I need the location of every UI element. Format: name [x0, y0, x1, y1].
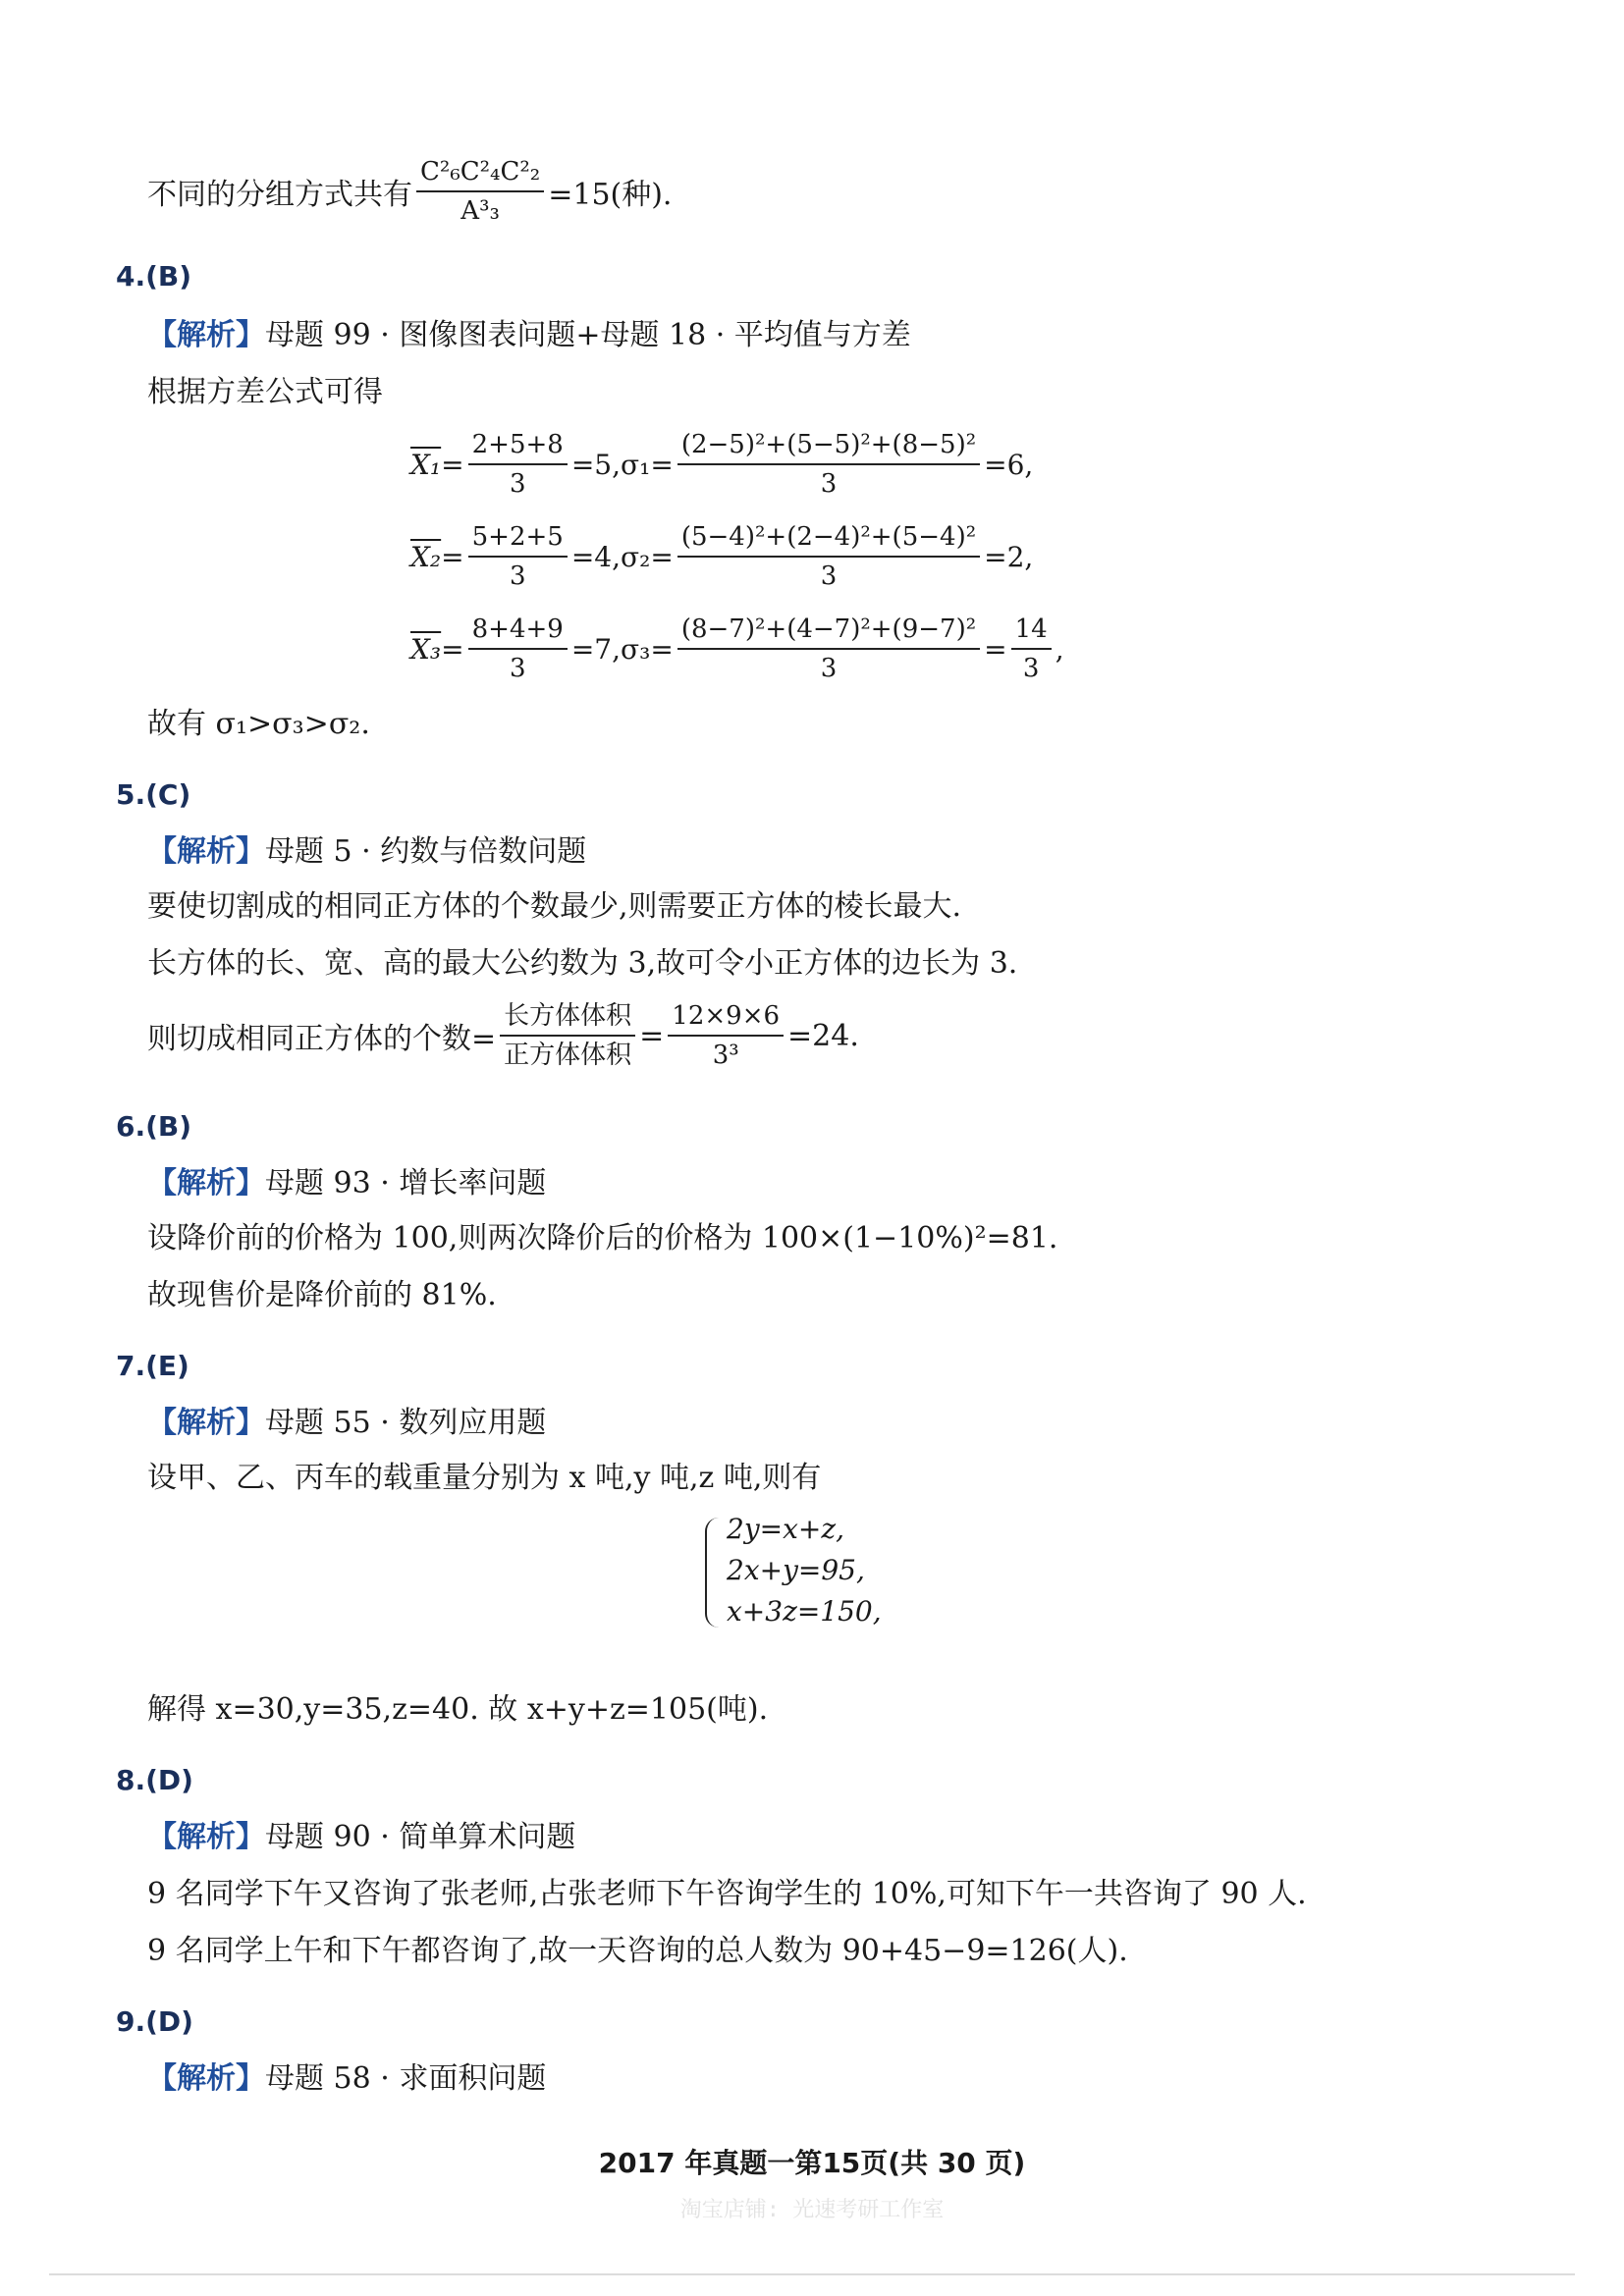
- q4-eq3-mid: =7,σ₃=: [570, 632, 674, 666]
- q4-eq3-num1: 8+4+9: [468, 613, 568, 650]
- q9-analysis-line: [147, 2059, 546, 2099]
- q6-analysis-line: [147, 1164, 546, 1203]
- q4-number: 4.(B): [116, 260, 192, 293]
- q4-source: 母题 99 · 图像图表问题+母题 18 · 平均值与方差: [265, 318, 911, 352]
- q4-tag: 【解析】: [147, 318, 265, 352]
- q4-eq2: X₂ = $\frac{5+2+5}{3}$ =4,σ₂= $\frac{\text{(5−4)²+(2−4)²+(5−4)²}}{3}$ =2,: [410, 522, 1034, 591]
- q7-line2: 解得 x=30,y=35,z=40. 故 x+y+z=105(吨).: [147, 1692, 769, 1727]
- q4-eq3-frac3: [1011, 613, 1052, 685]
- q7-source: 母题 55 · 数列应用题: [265, 1406, 547, 1440]
- q5-analysis-line: [147, 832, 586, 872]
- q5-frac2: [668, 999, 784, 1072]
- q4-eq3-frac1: [468, 613, 568, 685]
- q5-line2: 长方体的长、宽、高的最大公约数为 3,故可令小正方体的边长为 3.: [147, 946, 1018, 981]
- q5-frac2-num: 12×9×6: [668, 999, 784, 1037]
- q4-eq1-den2: 3: [820, 469, 838, 499]
- q7-line1: 设甲、乙、丙车的载重量分别为 x 吨,y 吨,z 吨,则有: [147, 1461, 822, 1495]
- q9-tag: 【解析】: [147, 2061, 265, 2096]
- q4-eq1-num2: (2−5)²+(5−5)²+(8−5)²: [677, 428, 980, 465]
- intro-result: =15(种).: [548, 178, 673, 212]
- q4-eq3-tail: ,: [1055, 632, 1064, 666]
- q6-line1: 设降价前的价格为 100,则两次降价后的价格为 100×(1−10%)²=81.: [147, 1221, 1058, 1255]
- q4-conclusion: 故有 σ₁>σ₃>σ₂.: [147, 707, 370, 741]
- q5-frac2-den: 3³: [712, 1041, 739, 1070]
- q9-number: 9.(D): [116, 2005, 193, 2038]
- q4-eq3-num2: (8−7)²+(4−7)²+(9−7)²: [677, 613, 980, 650]
- q5-number: 5.(C): [116, 778, 191, 811]
- q4-eq2-frac1: [468, 520, 568, 593]
- q7-tag: 【解析】: [147, 1406, 265, 1440]
- q4-eq1: X₁ = $\frac{2+5+8}{3}$ =5,σ₁= $\frac{\text{(2−5)²+(5−5)²+(8−5)²}}{3}$ =6,: [410, 430, 1034, 499]
- q4-eq3-den2: 3: [820, 654, 838, 683]
- q5-line3-pre: 则切成相同正方体的个数=: [147, 1022, 497, 1056]
- intro-frac-num: C²₆C²₄C²₂: [416, 155, 544, 192]
- q7-system-brace: [705, 1518, 721, 1628]
- q4-eq1-frac2: [677, 428, 980, 501]
- q7-sys-row-2: 2x+y=95,: [727, 1554, 865, 1586]
- q7-equation-system: [705, 1510, 1000, 1637]
- watermark-text: 淘宝店铺: 光速考研工作室: [679, 2198, 945, 2222]
- q7-sys-row-1: 2y=x+z,: [727, 1513, 844, 1545]
- intro-fraction: [416, 155, 544, 228]
- q6-line2: 故现售价是降价前的 81%.: [147, 1278, 497, 1312]
- q7-number: 7.(E): [116, 1350, 189, 1382]
- q8-line1: 9 名同学下午又咨询了张老师,占张老师下午咨询学生的 10%,可知下午一共咨询了 90 人.: [147, 1877, 1307, 1911]
- q4-eq1-lhs: X₁: [410, 448, 442, 481]
- q5-frac1-den: 正方体体积: [504, 1041, 632, 1070]
- q4-eq1-frac1: [468, 428, 568, 501]
- q5-source: 母题 5 · 约数与倍数问题: [265, 834, 587, 869]
- intro-frac-den: A³₃: [460, 196, 500, 226]
- q4-eq3: X₃ = $\frac{8+4+9}{3}$ =7,σ₃= $\frac{\text{(8−7)²+(4−7)²+(9−7)²}}{3}$ = $\frac{14}{3}$ ,: [410, 614, 1064, 683]
- q5-line3-post: =24.: [787, 1018, 859, 1053]
- q6-number: 6.(B): [116, 1110, 192, 1143]
- q8-number: 8.(D): [116, 1764, 193, 1796]
- q8-line2: 9 名同学上午和下午都咨询了,故一天咨询的总人数为 90+45−9=126(人).: [147, 1934, 1128, 1968]
- intro-text: 不同的分组方式共有: [147, 178, 412, 212]
- q4-eq2-num2: (5−4)²+(2−4)²+(5−4)²: [677, 520, 980, 558]
- q4-eq1-rhs: =6,: [984, 448, 1034, 481]
- q4-eq3-rhs-den: 3: [1022, 654, 1040, 683]
- q4-eq1-den1: 3: [509, 469, 526, 499]
- q7-analysis-line: [147, 1404, 546, 1443]
- q4-eq1-num1: 2+5+8: [468, 428, 568, 465]
- q8-analysis-line: [147, 1818, 575, 1857]
- intro-line: [147, 155, 672, 228]
- q6-source: 母题 93 · 增长率问题: [265, 1166, 547, 1201]
- bottom-divider: [49, 2273, 1575, 2275]
- q4-eq3-den1: 3: [509, 654, 526, 683]
- q5-tag: 【解析】: [147, 834, 265, 869]
- q4-eq2-den1: 3: [509, 561, 526, 591]
- q4-eq2-frac2: [677, 520, 980, 593]
- q7-sys-row-3: x+3z=150,: [727, 1595, 882, 1628]
- q4-eq2-num1: 5+2+5: [468, 520, 568, 558]
- q4-line1: 根据方差公式可得: [147, 375, 383, 409]
- q4-eq1-mid: =5,σ₁=: [570, 448, 674, 481]
- q5-line3: 则切成相同正方体的个数= $\frac{\text{长方体体积}}{\text{正方体体积}}$ = $\frac{12\times 9\times 6}{\text{3³}}$ =24.: [147, 1001, 859, 1070]
- q5-frac1-num: 长方体体积: [500, 999, 635, 1037]
- q4-eq3-rhs-num: 14: [1011, 613, 1052, 650]
- q4-eq2-lhs: X₂: [410, 540, 442, 573]
- q5-line1: 要使切割成的相同正方体的个数最少,则需要正方体的棱长最大.: [147, 889, 962, 924]
- q4-analysis-line: [147, 316, 911, 355]
- q9-source: 母题 58 · 求面积问题: [265, 2061, 547, 2096]
- q4-eq3-frac2: [677, 613, 980, 685]
- q8-tag: 【解析】: [147, 1820, 265, 1854]
- q4-eq2-mid: =4,σ₂=: [570, 540, 674, 573]
- q4-eq2-den2: 3: [820, 561, 838, 591]
- page-footer: 2017 年真题一第15页(共 30 页): [598, 2147, 1026, 2179]
- q6-tag: 【解析】: [147, 1166, 265, 1201]
- q8-source: 母题 90 · 简单算术问题: [265, 1820, 576, 1854]
- q4-eq2-rhs: =2,: [984, 540, 1034, 573]
- q5-frac1: [500, 999, 635, 1072]
- q4-eq3-lhs: X₃: [410, 632, 442, 666]
